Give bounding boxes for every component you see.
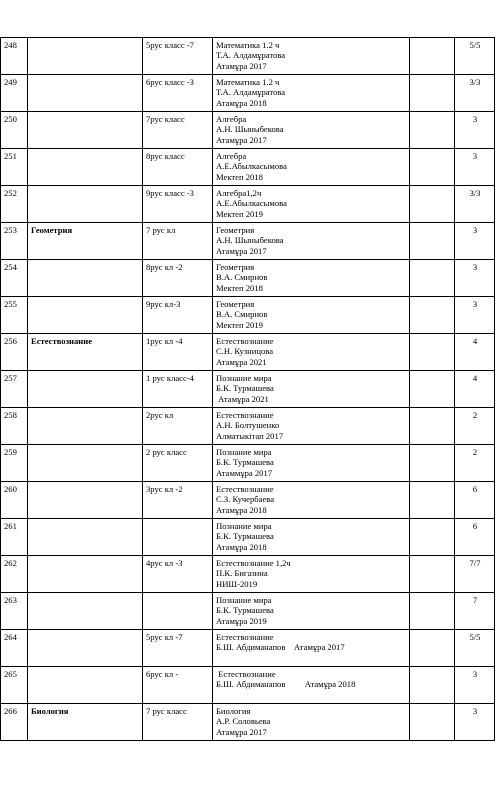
subject-cell [28, 149, 143, 186]
textbook-line: Познание мира [216, 373, 272, 383]
table-row [1, 334, 495, 371]
textbook-line: Алгебра1,2ч [216, 188, 262, 198]
textbook-line: Мектеп 2019 [216, 319, 263, 330]
subject-cell [28, 297, 143, 334]
table-row [1, 482, 495, 519]
row-number-cell: 264 [1, 630, 28, 667]
textbook-cell [213, 445, 410, 482]
textbook-line: Т.А. Алдамұратова [216, 87, 286, 98]
empty-cell [410, 186, 455, 223]
textbook-line: Б.Ш. Абдиманапов Атамұра 2018 [216, 679, 356, 690]
table-row [1, 297, 495, 334]
textbook-line: Познание мира [216, 521, 272, 531]
table-row [1, 445, 495, 482]
textbook-cell [213, 38, 410, 75]
table-row [1, 260, 495, 297]
quantity-cell: 4 [455, 371, 495, 408]
subject-cell [28, 667, 143, 704]
row-number-cell: 262 [1, 556, 28, 593]
table-row [1, 408, 495, 445]
class-cell: 5рус класс -7 [143, 38, 213, 75]
subject-cell [28, 186, 143, 223]
textbook-line: Атаммұра 2017 [216, 467, 273, 478]
textbook-line: А.Н. Шыныбекова [216, 235, 284, 246]
textbook-line: Биология [216, 706, 251, 716]
textbook-cell [213, 630, 410, 667]
textbook-cell [213, 408, 410, 445]
row-number-cell: 266 [1, 704, 28, 741]
textbook-line: Естествознание [216, 410, 274, 420]
textbook-line: Естествознание [216, 669, 276, 679]
quantity-cell: 3 [455, 112, 495, 149]
textbook-line: Алгебра [216, 151, 247, 161]
textbook-line: Познание мира [216, 447, 272, 457]
class-cell: 8рус класс [143, 149, 213, 186]
subject-cell [28, 630, 143, 667]
textbook-cell [213, 519, 410, 556]
textbook-line: Атамұра 2017 [216, 60, 267, 71]
quantity-cell: 6 [455, 519, 495, 556]
textbook-line: Геометрия [216, 225, 255, 235]
textbook-cell [213, 371, 410, 408]
quantity-cell: 6 [455, 482, 495, 519]
textbook-cell [213, 556, 410, 593]
textbook-cell [213, 593, 410, 630]
subject-cell [28, 556, 143, 593]
table-row [1, 704, 495, 741]
textbook-cell [213, 223, 410, 260]
subject-cell [28, 260, 143, 297]
textbook-line: Естествознание 1,2ч [216, 558, 291, 568]
class-cell: 5рус кл -7 [143, 630, 213, 667]
textbook-cell [213, 186, 410, 223]
empty-cell [410, 593, 455, 630]
row-number-cell: 257 [1, 371, 28, 408]
quantity-cell: 3 [455, 149, 495, 186]
table-row [1, 223, 495, 260]
textbook-line: А.Н. Болтушенко [216, 420, 280, 431]
row-number-cell: 249 [1, 75, 28, 112]
textbook-cell [213, 149, 410, 186]
textbook-line: Познание мира [216, 595, 272, 605]
textbook-line: Математика 1.2 ч [216, 77, 280, 87]
textbook-line: Т.А. Алдамұратова [216, 50, 286, 61]
class-cell: 1 рус класс-4 [143, 371, 213, 408]
textbook-cell [213, 75, 410, 112]
class-cell: 6рус класс -3 [143, 75, 213, 112]
empty-cell [410, 75, 455, 112]
row-number-cell: 248 [1, 38, 28, 75]
quantity-cell: 7/7 [455, 556, 495, 593]
textbook-line: Б.К. Турмашева [216, 605, 274, 616]
empty-cell [410, 223, 455, 260]
empty-cell [410, 482, 455, 519]
quantity-cell: 2 [455, 408, 495, 445]
textbook-line: Геометрия [216, 262, 255, 272]
quantity-cell: 5/5 [455, 38, 495, 75]
subject-cell: Естествознание [28, 334, 143, 371]
subject-cell: Геометрия [28, 223, 143, 260]
subject-cell [28, 408, 143, 445]
quantity-cell: 2 [455, 445, 495, 482]
class-cell: 7 рус класс [143, 704, 213, 741]
row-number-cell: 256 [1, 334, 28, 371]
textbook-cell [213, 334, 410, 371]
textbook-cell [213, 704, 410, 741]
table-row [1, 519, 495, 556]
textbook-line: Естествознание [216, 484, 274, 494]
table-body [1, 38, 495, 741]
textbook-line: Атамұра 2017 [216, 726, 267, 737]
quantity-cell: 7 [455, 593, 495, 630]
class-cell: 9рус класс -3 [143, 186, 213, 223]
textbook-line: Мектеп 2018 [216, 171, 263, 182]
textbook-line: Мектеп 2019 [216, 208, 263, 219]
class-cell: 4рус кл -3 [143, 556, 213, 593]
textbook-line: НИШ-2019 [216, 578, 258, 589]
row-number-cell: 265 [1, 667, 28, 704]
subject-cell [28, 482, 143, 519]
quantity-cell: 3/3 [455, 186, 495, 223]
quantity-cell: 3 [455, 223, 495, 260]
subject-cell [28, 38, 143, 75]
empty-cell [410, 519, 455, 556]
textbook-line: Атамұра 2017 [216, 245, 267, 256]
textbook-line: Математика 1.2 ч [216, 40, 280, 50]
table-row [1, 186, 495, 223]
textbook-line: В.А. Смирнов [216, 272, 268, 283]
empty-cell [410, 667, 455, 704]
textbook-line: Атамұра 2019 [216, 615, 267, 626]
class-cell: 2 рус класс [143, 445, 213, 482]
class-cell [143, 519, 213, 556]
textbook-line: Естествознание [216, 632, 274, 642]
textbook-line: Атамұра 2021 [216, 393, 269, 404]
table-row [1, 112, 495, 149]
empty-cell [410, 445, 455, 482]
quantity-cell: 3/3 [455, 75, 495, 112]
textbook-line: Алгебра [216, 114, 247, 124]
empty-cell [410, 297, 455, 334]
empty-cell [410, 408, 455, 445]
textbook-line: С.Н. Кузницова [216, 346, 274, 357]
table-row [1, 667, 495, 704]
table-row [1, 38, 495, 75]
empty-cell [410, 149, 455, 186]
empty-cell [410, 38, 455, 75]
empty-cell [410, 334, 455, 371]
textbook-line: Б.Ш. Абдиманапов Атамұра 2017 [216, 642, 345, 653]
subject-cell: Биология [28, 704, 143, 741]
textbook-line: Атамұра 2017 [216, 134, 267, 145]
quantity-cell: 4 [455, 334, 495, 371]
quantity-cell: 3 [455, 260, 495, 297]
textbook-table [0, 37, 495, 741]
row-number-cell: 258 [1, 408, 28, 445]
table-row [1, 593, 495, 630]
class-cell: 1рус кл -4 [143, 334, 213, 371]
textbook-line: Геометрия [216, 299, 255, 309]
textbook-cell [213, 112, 410, 149]
textbook-cell [213, 260, 410, 297]
table-row [1, 556, 495, 593]
row-number-cell: 259 [1, 445, 28, 482]
subject-cell [28, 445, 143, 482]
textbook-line: Атамұра 2021 [216, 356, 267, 367]
subject-cell [28, 593, 143, 630]
textbook-line: А.Р. Соловьева [216, 716, 271, 727]
textbook-line: Атамұра 2018 [216, 97, 267, 108]
subject-cell [28, 371, 143, 408]
textbook-cell [213, 482, 410, 519]
table-row [1, 75, 495, 112]
subject-cell [28, 519, 143, 556]
textbook-line: А.Е.Абылкасымова [216, 198, 287, 209]
textbook-line: Естествознание [216, 336, 274, 346]
class-cell [143, 593, 213, 630]
empty-cell [410, 630, 455, 667]
textbook-line: Атамұра 2018 [216, 541, 267, 552]
table-row [1, 149, 495, 186]
quantity-cell: 5/5 [455, 630, 495, 667]
quantity-cell: 3 [455, 667, 495, 704]
textbook-line: С.З. Кучербаева [216, 494, 275, 505]
row-number-cell: 251 [1, 149, 28, 186]
class-cell: 7рус класс [143, 112, 213, 149]
subject-cell [28, 75, 143, 112]
textbook-line: Б.К. Турмашева [216, 383, 274, 394]
textbook-line: П.К. Бигазина [216, 568, 268, 579]
textbook-line: Алматыкітап 2017 [216, 430, 284, 441]
textbook-line: А.Н. Шыныбекова [216, 124, 284, 135]
class-cell: 6рус кл - [143, 667, 213, 704]
textbook-line: В.А. Смирнов [216, 309, 268, 320]
row-number-cell: 263 [1, 593, 28, 630]
empty-cell [410, 371, 455, 408]
textbook-cell [213, 667, 410, 704]
empty-cell [410, 556, 455, 593]
textbook-cell [213, 297, 410, 334]
empty-cell [410, 704, 455, 741]
class-cell: 7 рус кл [143, 223, 213, 260]
row-number-cell: 261 [1, 519, 28, 556]
row-number-cell: 252 [1, 186, 28, 223]
quantity-cell: 3 [455, 297, 495, 334]
textbook-line: А.Е.Абылкасымова [216, 161, 287, 172]
table-row [1, 371, 495, 408]
table-row [1, 630, 495, 667]
row-number-cell: 254 [1, 260, 28, 297]
class-cell: 9рус кл-3 [143, 297, 213, 334]
row-number-cell: 255 [1, 297, 28, 334]
empty-cell [410, 260, 455, 297]
textbook-line: Мектеп 2018 [216, 282, 263, 293]
textbook-line: Б.К. Турмашева [216, 531, 274, 542]
row-number-cell: 253 [1, 223, 28, 260]
empty-cell [410, 112, 455, 149]
class-cell: 8рус кл -2 [143, 260, 213, 297]
class-cell: 2рус кл [143, 408, 213, 445]
class-cell: 3рус кл -2 [143, 482, 213, 519]
row-number-cell: 250 [1, 112, 28, 149]
quantity-cell: 3 [455, 704, 495, 741]
subject-cell [28, 112, 143, 149]
textbook-line: Атамұра 2018 [216, 504, 267, 515]
row-number-cell: 260 [1, 482, 28, 519]
textbook-line: Б.К. Турмашева [216, 457, 274, 468]
